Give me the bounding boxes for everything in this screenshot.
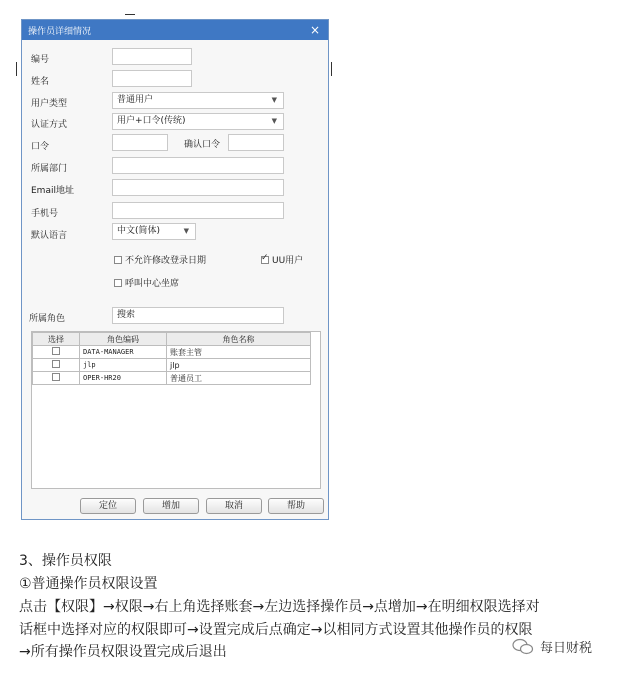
auth-method-value: 用户+口令(传统) [117,116,186,126]
auth-method-select[interactable] [112,113,284,130]
no-modify-login-date-checkbox[interactable] [114,253,206,266]
close-icon[interactable]: × [309,23,320,37]
password-input[interactable] [112,134,168,151]
user-type-label: 用户类型 [31,99,68,109]
section-subheading: ①普通操作员权限设置 [19,576,158,592]
chevron-down-icon: ▼ [271,117,277,125]
checkbox-box[interactable] [52,373,60,381]
row-select-cell[interactable] [33,372,80,385]
uu-user-label: UU用户 [272,256,304,266]
user-type-value: 普通用户 [117,95,154,105]
table-row[interactable] [33,372,311,385]
watermark-text: 每日财税 [540,641,593,656]
background-window-edge-left [16,62,17,76]
no-modify-login-date-label: 不允许修改登录日期 [125,256,207,266]
background-window-edge-right [331,62,332,76]
column-header-role-name[interactable]: 角色名称 [167,333,311,346]
dialog-title: 操作员详细情况 [28,26,92,37]
phone-input[interactable] [112,202,284,219]
call-center-label: 呼叫中心坐席 [125,279,180,289]
column-header-select[interactable]: 选择 [33,333,80,346]
role-search-value: 搜索 [117,310,136,320]
wechat-icon [512,638,534,656]
email-label: Email地址 [31,186,74,196]
password-label: 口令 [31,142,50,152]
name-input[interactable] [112,70,192,87]
instruction-line-3: →所有操作员权限设置完成后退出 [19,644,227,660]
role-search-input[interactable] [112,307,284,324]
checkbox-box[interactable] [114,256,122,264]
chevron-down-icon: ▼ [183,227,189,235]
role-code-cell: jlp [80,359,167,372]
column-header-role-code[interactable]: 角色编码 [80,333,167,346]
confirm-password-input[interactable] [228,134,284,151]
help-button[interactable]: 帮助 [268,498,324,514]
name-label: 姓名 [31,77,50,87]
section-heading: 3、操作员权限 [19,553,112,569]
confirm-password-label: 确认口令 [184,140,221,150]
language-select[interactable] [112,223,196,240]
language-label: 默认语言 [31,231,68,241]
add-button[interactable]: 增加 [143,498,199,514]
call-center-checkbox[interactable] [114,276,179,289]
uu-user-checkbox[interactable] [261,253,303,266]
roles-table-header [33,333,311,346]
instruction-line-2: 话框中选择对应的权限即可→设置完成后点确定→以相同方式设置其他操作员的权限 [19,622,533,638]
phone-label: 手机号 [31,209,59,219]
watermark [512,637,592,656]
role-name-cell: 账套主管 [167,346,311,359]
instruction-line-1: 点击【权限】→权限→右上角选择账套→左边选择操作员→点增加→在明细权限选择对 [19,599,540,615]
role-name-cell: 普通员工 [167,372,311,385]
row-select-cell[interactable] [33,346,80,359]
table-row[interactable] [33,359,311,372]
cancel-button[interactable]: 取消 [206,498,262,514]
checkbox-box[interactable] [52,347,60,355]
role-name-cell: jlp [167,359,311,372]
language-value: 中文(简体) [117,226,161,236]
email-input[interactable] [112,179,284,196]
role-label: 所属角色 [29,314,66,324]
checkbox-box[interactable] [114,279,122,287]
chevron-down-icon: ▼ [271,96,277,104]
dialog-titlebar [22,20,328,40]
user-type-select[interactable] [112,92,284,109]
auth-method-label: 认证方式 [31,120,68,130]
roles-grid [31,331,321,489]
number-input[interactable] [112,48,192,65]
role-code-cell: DATA-MANAGER [80,346,167,359]
checkbox-box-checked[interactable] [261,256,269,264]
background-window-edge-top [125,14,135,15]
department-label: 所属部门 [31,164,68,174]
checkbox-box[interactable] [52,360,60,368]
number-label: 编号 [31,55,50,65]
department-input[interactable] [112,157,284,174]
operator-detail-dialog [21,19,329,520]
locate-button[interactable]: 定位 [80,498,136,514]
row-select-cell[interactable] [33,359,80,372]
role-code-cell: OPER-HR20 [80,372,167,385]
table-row[interactable] [33,346,311,359]
roles-table [32,332,311,385]
